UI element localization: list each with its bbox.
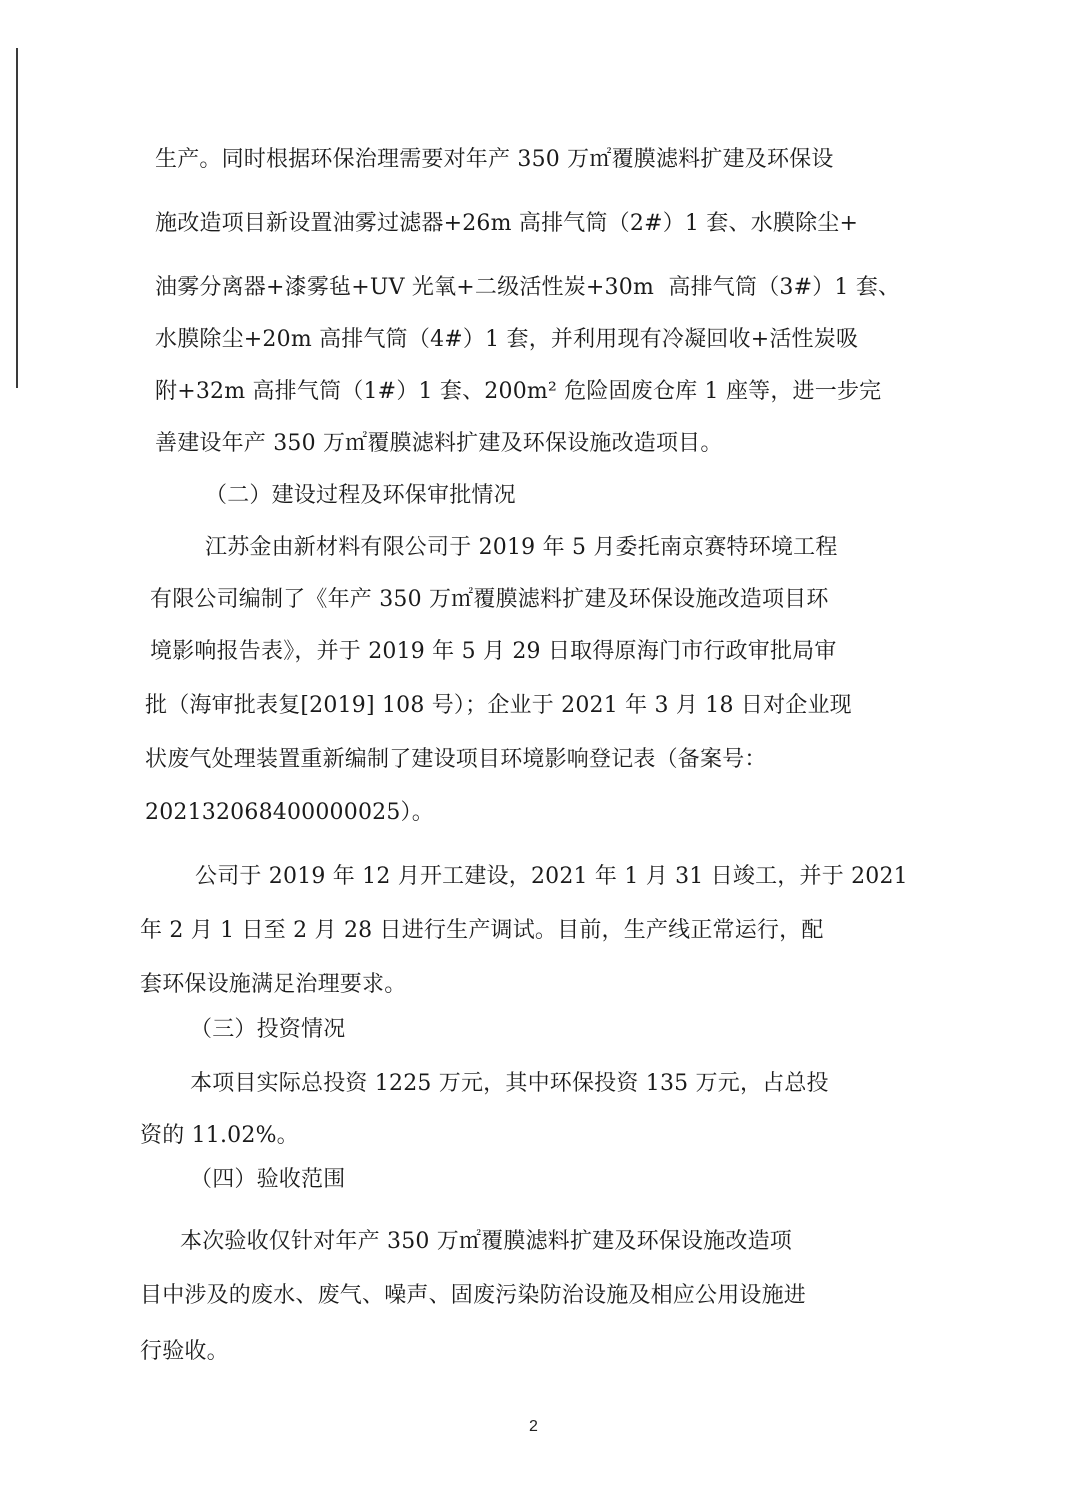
paragraph-line: 境影响报告表》，并于 2019 年 5 月 29 日取得原海门市行政审批局审 bbox=[150, 639, 837, 664]
paragraph-line: 施改造项目新设置油雾过滤器+26m 高排气筒（2#）1 套、水膜除尘+ bbox=[155, 211, 859, 236]
paragraph-line: 年 2 月 1 日至 2 月 28 日进行生产调试。目前，生产线正常运行，配 bbox=[140, 918, 824, 943]
paragraph-line: 本次验收仅针对年产 350 万㎡覆膜滤料扩建及环保设施改造项 bbox=[180, 1229, 792, 1254]
section-heading-investment: （三）投资情况 bbox=[190, 1017, 346, 1042]
page-number: 2 bbox=[529, 1418, 538, 1435]
paragraph-line: 生产。同时根据环保治理需要对年产 350 万㎡覆膜滤料扩建及环保设 bbox=[155, 147, 834, 172]
binding-margin-line bbox=[16, 48, 18, 388]
paragraph-line: 202132068400000025）。 bbox=[145, 800, 434, 825]
paragraph-line: 油雾分离器+漆雾毡+UV 光氧+二级活性炭+30m 高排气筒（3#）1 套、 bbox=[155, 275, 901, 300]
paragraph-line: 套环保设施满足治理要求。 bbox=[140, 972, 407, 997]
paragraph-line: 水膜除尘+20m 高排气筒（4#）1 套，并利用现有冷凝回收+活性炭吸 bbox=[155, 327, 859, 352]
paragraph-line: 资的 11.02%。 bbox=[140, 1123, 299, 1148]
paragraph-line: 善建设年产 350 万㎡覆膜滤料扩建及环保设施改造项目。 bbox=[155, 431, 723, 456]
paragraph-line: 公司于 2019 年 12 月开工建设，2021 年 1 月 31 日竣工，并于 2021 bbox=[195, 864, 908, 889]
paragraph-line: 本项目实际总投资 1225 万元，其中环保投资 135 万元，占总投 bbox=[190, 1071, 829, 1096]
paragraph-line: 批（海审批表复[2019] 108 号）；企业于 2021 年 3 月 18 日对企业现 bbox=[145, 693, 852, 718]
paragraph-line: 状废气处理装置重新编制了建设项目环境影响登记表（备案号： bbox=[145, 747, 767, 772]
paragraph-line: 行验收。 bbox=[140, 1339, 229, 1364]
paragraph-line: 有限公司编制了《年产 350 万㎡覆膜滤料扩建及环保设施改造项目环 bbox=[150, 587, 829, 612]
section-heading-construction: （二）建设过程及环保审批情况 bbox=[205, 483, 516, 508]
paragraph-line: 目中涉及的废水、废气、噪声、固废污染防治设施及相应公用设施进 bbox=[140, 1283, 807, 1308]
section-heading-scope: （四）验收范围 bbox=[190, 1167, 346, 1192]
paragraph-line: 附+32m 高排气筒（1#）1 套、200m² 危险固废仓库 1 座等，进一步完 bbox=[155, 379, 882, 404]
paragraph-line: 江苏金由新材料有限公司于 2019 年 5 月委托南京赛特环境工程 bbox=[205, 535, 838, 560]
